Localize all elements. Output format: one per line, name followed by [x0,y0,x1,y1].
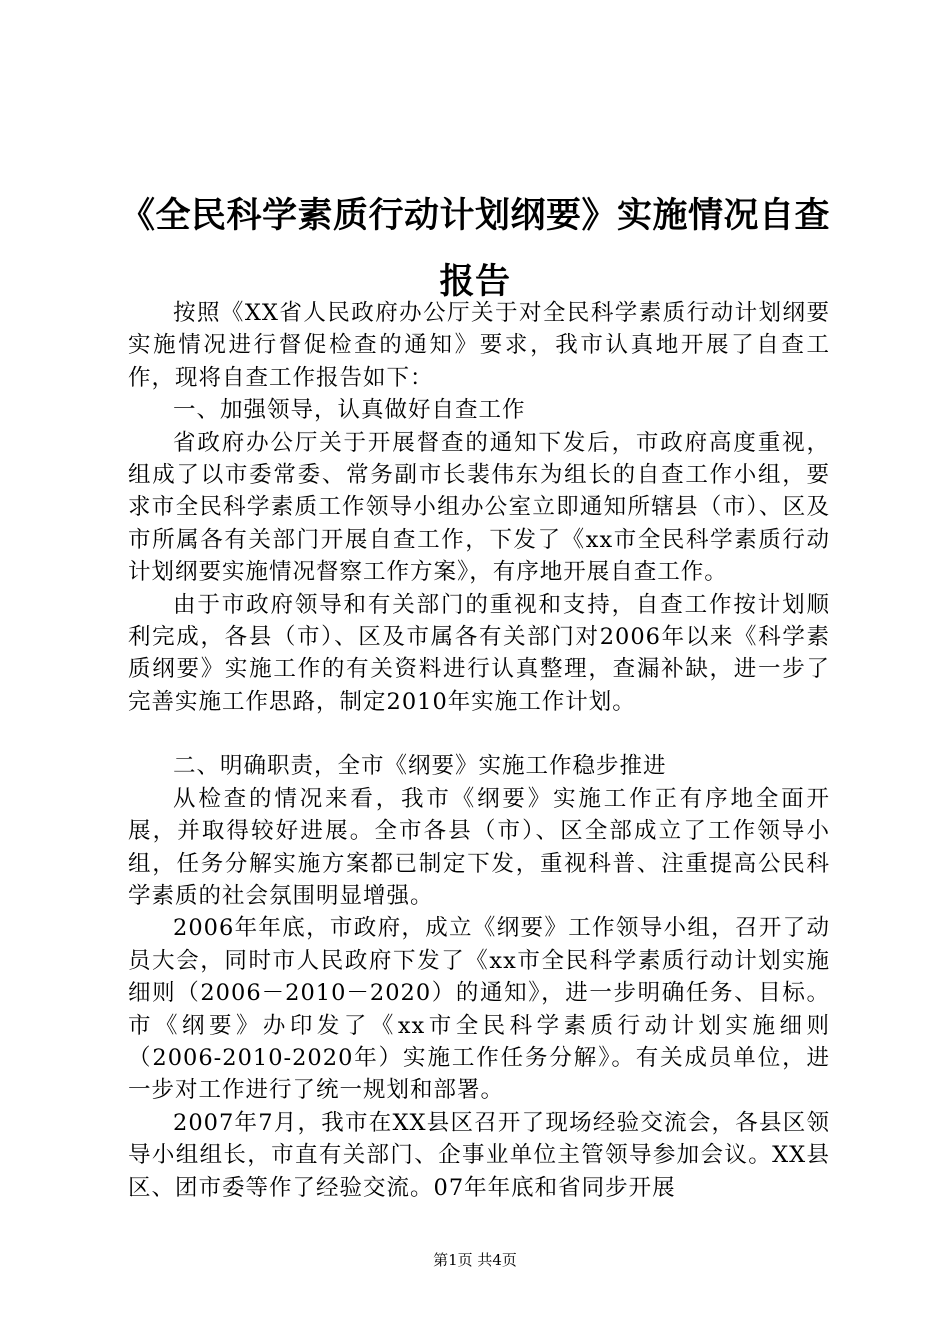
document-title: 《全民科学素质行动计划纲要》实施情况自查报告 [119,196,830,302]
paragraph-intro: 按照《XX省人民政府办公厅关于对全民科学素质行动计划纲要实施情况进行督促检查的通知》要求，我市认真地开展了自查工作，现将自查工作报告如下： [128,300,830,391]
section-heading-1: 一、加强领导，认真做好自查工作 [173,397,526,424]
paragraph-4: 2006年年底，市政府，成立《纲要》工作领导小组，召开了动员大会，同时市人民政府下发了《xx市全民科学素质行动计划实施细则（2006－2010－2020）的通知》，进一步明确任务、目标。市《纲要》办印发了《xx市全民科学素质行动计划实施细则（2006-2010-2020年）实施工作任务分解》。有关成员单位，进一步对工作进行了统一规划和部署。 [128,915,830,1104]
paragraph-3: 从检查的情况来看，我市《纲要》实施工作正有序地全面开展，并取得较好进展。全市各县（市）、区全部成立了工作领导小组，任务分解实施方案都已制定下发，重视科普、注重提高公民科学素质的社会氛围明显增强。 [128,785,830,909]
paragraph-1: 省政府办公厅关于开展督查的通知下发后，市政府高度重视，组成了以市委常委、常务副市长裴伟东为组长的自查工作小组，要求市全民科学素质工作领导小组办公室立即通知所辖县（市）、区及市所属各有关部门开展自查工作，下发了《xx市全民科学素质行动计划纲要实施情况督察工作方案》，有序地开展自查工作。 [128,429,830,586]
section-heading-2: 二、明确职责，全市《纲要》实施工作稳步推进 [173,753,667,780]
document-body [128,297,830,1204]
paragraph-2: 由于市政府领导和有关部门的重视和支持，自查工作按计划顺利完成，各县（市）、区及市属各有关部门对2006年以来《科学素质纲要》实施工作的有关资料进行认真整理，查漏补缺，进一步了完善实施工作思路，制定2010年实施工作计划。 [128,591,830,715]
paragraph-5: 2007年7月，我市在XX县区召开了现场经验交流会，各县区领导小组组长，市直有关部门、企事业单位主管领导参加会议。XX县区、团市委等作了经验交流。07年年底和省同步开展 [128,1109,830,1201]
page-footer: 第1页 共4页 [433,1251,517,1269]
